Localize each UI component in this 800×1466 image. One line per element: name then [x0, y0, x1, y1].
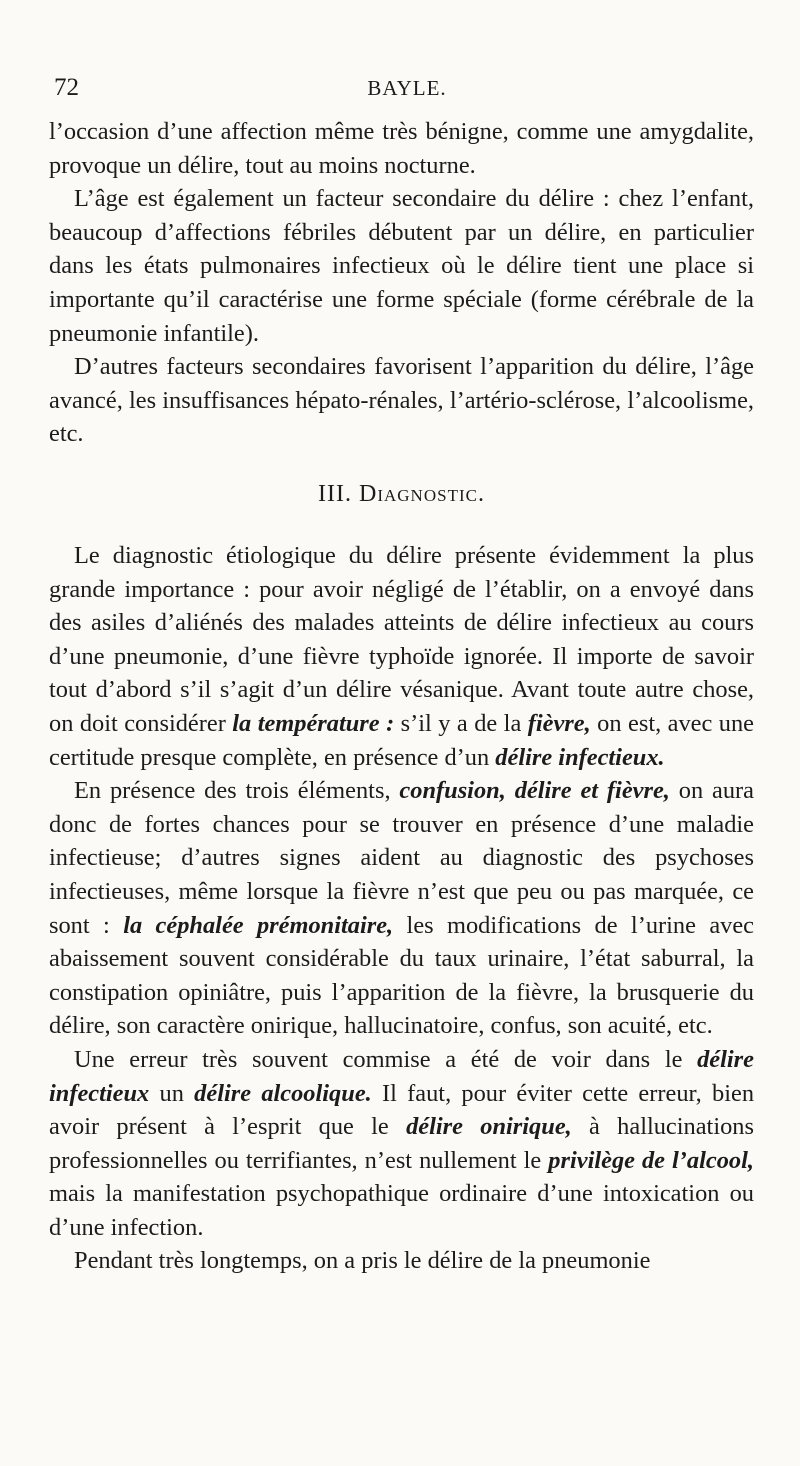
section-title: III. Diagnostic. [318, 481, 485, 507]
p6-emphasis-1: délire infectieux [49, 1045, 754, 1107]
p6-emphasis-2: délire alcoolique. [194, 1079, 372, 1107]
page-header [54, 74, 760, 114]
paragraph-3: D’autres facteurs secondaires favorisent l’apparition du délire, l’âge avancé, les insuffisances hépato-rénales, l’artério-sclérose, l’alcoolisme, etc. [49, 353, 754, 448]
paragraph-4 [49, 539, 754, 774]
p6-emphasis-3: délire onirique, [406, 1113, 572, 1141]
intro-text [49, 115, 754, 451]
body-text [49, 539, 754, 1278]
p4-emphasis-1: la température : [232, 709, 395, 737]
paragraph-2: L’âge est également un facteur secondaire du délire : chez l’enfant, beaucoup d’affections fébriles débutent par un délire, en particulier dans les états pulmonaires infectieux où le délire tient une place si importante qu’il caractérise une forme spéciale (forme cérébrale de la pneumonie infantile). [49, 185, 754, 347]
p4-text-1: Le diagnostic étiologique du délire présente évidemment la plus grande importance : pour avoir négligé de l’établir, on a envoyé dans des asiles d’aliénés des malades atteints de délire infectieux au cours d’une pneumonie, d’une fièvre typhoïde ignorée. Il importe de savoir tout d’abord s’il s’agit d’un délire vésanique. Avant toute autre chose, on doit considérer [49, 542, 754, 737]
running-head: BAYLE. [367, 76, 447, 100]
page-number: 72 [54, 74, 79, 101]
paragraph-1: l’occasion d’une affection même très bénigne, comme une amygdalite, provoque un délire, tout au moins nocturne. [49, 118, 754, 179]
p4-emphasis-3: délire infectieux. [495, 743, 665, 771]
paragraph-7: Pendant très longtemps, on a pris le délire de la pneumonie [74, 1247, 651, 1275]
p5-text-2: on aura donc de fortes chances pour se trouver en présence d’une maladie infectieuse; d’autres signes aident au diagnostic des psychoses infectieuses, même lorsque la fièvre n’est que peu ou pas marquée, ce sont : [49, 777, 754, 939]
p4-text-3: on est, avec une certitude presque complète, en présence d’un [49, 709, 754, 771]
p6-text-1: Une erreur très souvent commise a été de voir dans le [74, 1045, 698, 1073]
p6-text-5: mais la manifestation psychopathique ordinaire d’une intoxication ou d’une infection. [49, 1180, 754, 1241]
p4-text-2: s’il y a de la [394, 709, 528, 737]
paragraph-5 [49, 774, 754, 1043]
p4-emphasis-2: fièvre, [527, 709, 591, 737]
p5-text-3: les modifications de l’urine avec abaissement souvent considérable du taux urinaire, l’état saburral, la constipation opiniâtre, puis l’apparition de la fièvre, la brusquerie du délire, son caractère onirique, hallucinatoire, confus, son acuité, etc. [49, 911, 754, 1040]
p6-text-2: un [149, 1079, 195, 1107]
p5-emphasis-1: confusion, délire et fièvre, [399, 777, 670, 805]
p6-emphasis-4: privilège de l’alcool, [548, 1146, 754, 1174]
p6-text-3: Il faut, pour éviter cette erreur, bien avoir présent à l’esprit que le [49, 1079, 755, 1141]
p6-text-4: à hallucinations professionnelles ou terrifiantes, n’est nullement le [49, 1113, 754, 1174]
p5-text-1: En présence des trois éléments, [74, 777, 400, 805]
paragraph-6 [49, 1043, 754, 1245]
p5-emphasis-2: la céphalée prémonitaire, [123, 911, 394, 939]
